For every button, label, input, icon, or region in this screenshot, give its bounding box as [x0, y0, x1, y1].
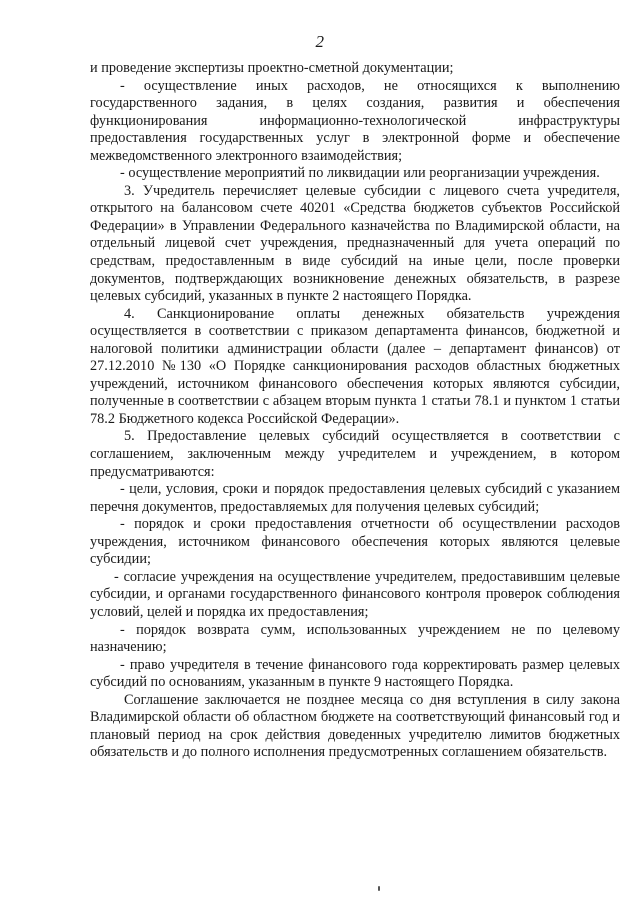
list-item-liquidation: - осуществление мероприятий по ликвидации или реорганизации учреждения.	[120, 165, 600, 182]
paragraph-item-4: 4. Санкционирование оплаты денежных обязательств учреждения осуществляется в соответствии с приказом департамента финансов, бюджетной и налоговой политики администрации области (далее – департамент финансов) от 27.12.2010 №130 «О Порядке санкционирования расходов областных бюджетных учреждений, источником финансового обеспечения которых являются субсидии, полученные в соответствии с абзацем вторым пункта 1 статьи 78.1 и пунктом 1 статьи 78.2 Бюджетного кодекса Российской Федерации».	[90, 305, 620, 427]
list-item-adjustment: - право учредителя в течение финансового года корректировать размер целевых субсидий по основаниям, указанным в пункте 9 настоящего Порядка.	[90, 656, 620, 691]
list-item-consent: - согласие учреждения на осуществление учредителем, предоставившим целевые субсидии, и органами государственного финансового контроля проверок соблюдения условий, целей и порядка их предоставления;	[90, 568, 620, 620]
list-item-return: - порядок возврата сумм, использованных учреждением не по целевому назначению;	[90, 621, 620, 656]
paragraph-1: и проведение экспертизы проектно-сметной документации;	[90, 60, 454, 76]
list-item-reporting: - порядок и сроки предоставления отчетности об осуществлении расходов учреждения, источником финансового обеспечения которых являются целевые субсидии;	[90, 516, 620, 568]
document-body	[90, 60, 620, 762]
scan-speck	[378, 886, 380, 891]
page-number: 2	[315, 32, 325, 51]
paragraph-agreement-term: Соглашение заключается не позднее месяца со дня вступления в силу закона Владимирской области об областном бюджете на соответствующий финансовый год и плановый период на срок действия доведенных учредителю лимитов бюджетных обязательств и до полного исполнения предусмотренных соглашением обязательств.	[90, 691, 620, 761]
paragraph-item-5: 5. Предоставление целевых субсидий осуществляется в соответствии с соглашением, заключенным между учредителем и учреждением, в котором предусматриваются:	[90, 428, 620, 480]
paragraph-item-3: 3. Учредитель перечисляет целевые субсидии с лицевого счета учредителя, открытого на балансовом счете 40201 «Средства бюджетов субъектов Российской Федерации» в Управлении Федерального казначейства по Владимирской области, на отдельный лицевой счет учреждения, предназначенный для учета операций по средствам, предоставленным в виде субсидий на иные цели, после проверки документов, подтверждающих возникновение денежных обязательств, в разрезе целевых субсидий, указанных в пункте 2 настоящего Порядка.	[90, 182, 620, 305]
list-item-other-expenses: - осуществление иных расходов, не относящихся к выполнению государственного задания, в целях создания, развития и обеспечения функционирования информационно-технологической инфраструктуры предоставления государственных услуг в электронной форме и обеспечение межведомственного электронного взаимодействия;	[90, 77, 620, 164]
list-item-goals-conditions: - цели, условия, сроки и порядок предоставления целевых субсидий с указанием перечня документов, предоставляемых для получения целевых субсидий;	[90, 481, 620, 515]
